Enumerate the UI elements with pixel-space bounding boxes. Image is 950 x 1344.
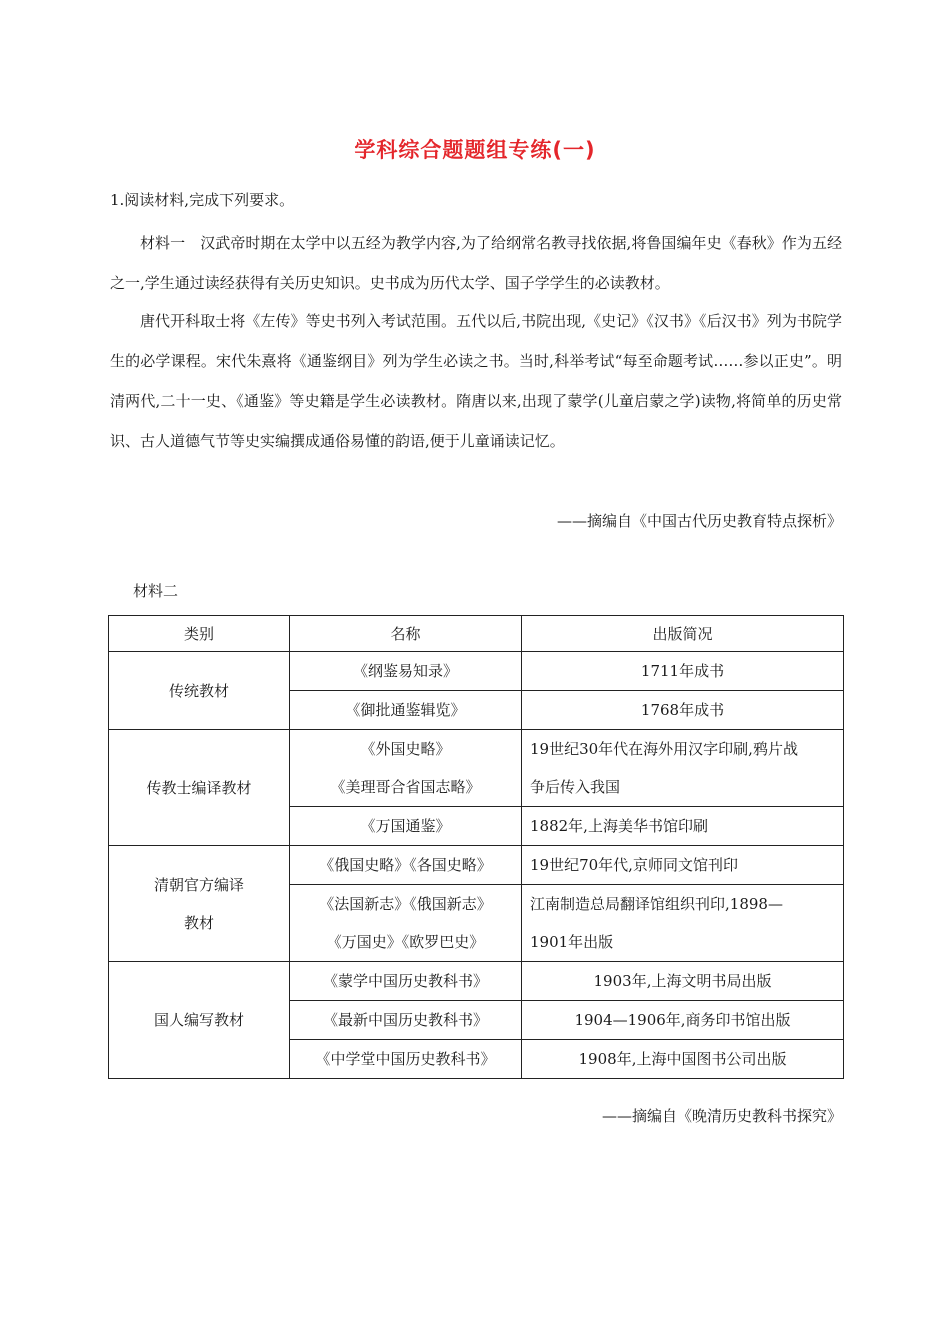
category-line: 教材 [183,913,214,932]
book-name-cell: 《中学堂中国历史教科书》 [290,1040,522,1079]
publication-cell: 1904—1906年,商务印书馆出版 [522,1001,844,1040]
book-name-cell [290,885,522,962]
book-name-line: 《万国史》《欧罗巴史》 [326,933,485,951]
publication-line: 19世纪30年代在海外用汉字印刷,鸦片战 [530,740,798,758]
table-row [109,730,844,807]
material1-paragraph1: 材料一 汉武帝时期在太学中以五经为教学内容,为了给纲常名教寻找依据,将鲁国编年史《春秋》作为五经之一,学生通过读经获得有关历史知识。史书成为历代太学、国子学学生的必读教材。 [110,234,842,292]
publication-cell: 1908年,上海中国图书公司出版 [522,1040,844,1079]
publication-line: 江南制造总局翻译馆组织刊印,1898— [530,895,783,913]
book-name-cell: 《御批通鉴辑览》 [290,691,522,730]
category-cell: 国人编写教材 [109,962,290,1079]
book-name-cell: 《蒙学中国历史教科书》 [290,962,522,1001]
book-name-line: 《美理哥合省国志略》 [330,778,481,796]
category-cell: 传教士编译教材 [109,730,290,846]
header-publication: 出版简况 [522,616,844,652]
header-category: 类别 [109,616,290,652]
textbook-table [108,615,844,1079]
book-name-cell: 《俄国史略》《各国史略》 [290,846,522,885]
publication-line: 1901年出版 [530,933,614,951]
page-title: 学科综合题题组专练(一) [354,138,596,162]
material2-label: 材料二 [133,582,179,600]
book-name-cell [290,730,522,807]
publication-cell: 1768年成书 [522,691,844,730]
book-name-line: 《外国史略》 [360,740,451,758]
table-row [109,846,844,885]
table-row [109,962,844,1001]
question-prompt: 1.阅读材料,完成下列要求。 [110,191,295,209]
category-line: 清朝官方编译 [153,875,244,894]
table-row [109,652,844,691]
publication-cell [522,885,844,962]
category-cell: 传统教材 [109,652,290,730]
table-header-row [109,616,844,652]
publication-cell: 1903年,上海文明书局出版 [522,962,844,1001]
publication-cell [522,730,844,807]
book-name-cell: 《万国通鉴》 [290,807,522,846]
publication-cell: 19世纪70年代,京师同文馆刊印 [522,846,844,885]
material2-source: ——摘编自《晚清历史教科书探究》 [601,1107,842,1125]
header-name: 名称 [290,616,522,652]
publication-cell: 1711年成书 [522,652,844,691]
category-cell [109,846,290,962]
material1-paragraph2: 唐代开科取士将《左传》等史书列入考试范围。五代以后,书院出现,《史记》《汉书》《后汉书》列为书院学生的必学课程。宋代朱熹将《通鉴纲目》列为学生必读之书。当时,科举考试“每至命题考试……参以正史”。明清两代,二十一史、《通鉴》等史籍是学生必读教材。隋唐以来,出现了蒙学(儿童启蒙之学)读物,将简单的历史常识、古人道德气节等史实编撰成通俗易懂的韵语,便于儿童诵读记忆。 [110,312,842,450]
publication-cell: 1882年,上海美华书馆印刷 [522,807,844,846]
book-name-line: 《法国新志》《俄国新志》 [319,895,492,913]
publication-line: 争后传入我国 [530,778,621,796]
book-name-cell: 《最新中国历史教科书》 [290,1001,522,1040]
book-name-cell: 《纲鉴易知录》 [290,652,522,691]
material1-source: ——摘编自《中国古代历史教育特点探析》 [556,512,842,530]
